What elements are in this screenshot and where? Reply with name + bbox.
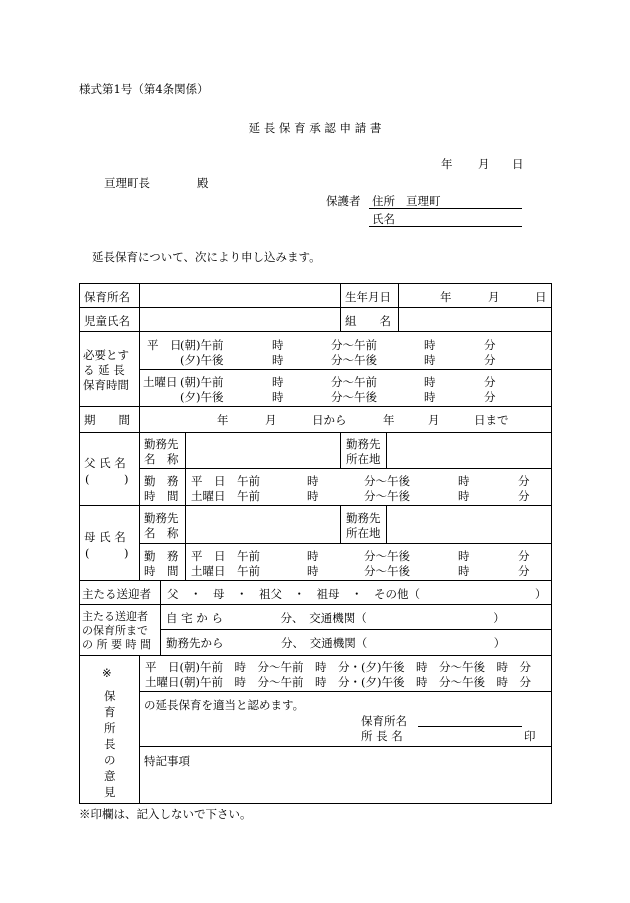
seal-mark: 印: [524, 729, 536, 743]
form-text: (夕)午後: [180, 353, 224, 367]
form-text: 時: [272, 353, 284, 367]
form-text: 時: [424, 338, 436, 352]
escort-label: 主たる送迎者: [82, 587, 151, 601]
form-text: 午前: [237, 549, 260, 563]
form-text: 分: [518, 489, 530, 503]
form-text: 保: [104, 689, 116, 703]
father-paren: ( ): [85, 472, 129, 486]
address-underline: [369, 208, 522, 209]
guardian-label: 保護者: [326, 194, 361, 208]
form-text: 分: [518, 549, 530, 563]
form-text: 分: [484, 390, 496, 404]
form-text: 平 日: [191, 474, 226, 488]
intro-text: 延長保育について、次により申し込みます。: [92, 250, 321, 264]
father-work-hours-1: 勤 務: [144, 474, 179, 488]
mother-work-hours-1: 勤 務: [144, 549, 179, 563]
form-text: 月: [428, 413, 440, 427]
form-text: 時: [307, 474, 319, 488]
form-text: 分～午後: [364, 549, 410, 563]
form-text: 時: [307, 564, 319, 578]
child-label: 児童氏名: [84, 314, 130, 328]
form-text: 土曜日: [143, 375, 178, 389]
director-label: 所 長 名: [361, 729, 403, 743]
date-year: 年: [441, 157, 453, 171]
mother-work-hours-2: 時 間: [144, 564, 179, 578]
form-text: 時: [307, 489, 319, 503]
form-text: 月: [265, 413, 277, 427]
birth-label: 生年月日: [345, 290, 391, 304]
form-text: 時: [272, 390, 284, 404]
form-text: 平 日: [191, 549, 226, 563]
opinion-weekday: 平 日(朝)午前 時 分～午前 時 分・(夕)午後 時 分～午後 時 分: [145, 660, 531, 674]
form-text: 日から: [312, 413, 347, 427]
form-text: 時: [458, 474, 470, 488]
form-number: 様式第1号（第4条関係）: [79, 82, 209, 96]
nursery-name-label: 保育所名: [361, 714, 407, 728]
commute-from-home: 自 宅 か ら 分、 交通機関（ ）: [166, 611, 505, 625]
nursery-label: 保育所名: [84, 290, 130, 304]
form-text: 年: [383, 413, 395, 427]
form-text: 意: [104, 769, 116, 783]
form-text: 分～午後: [364, 489, 410, 503]
period-label: 期 間: [84, 413, 130, 427]
form-text: 育: [104, 705, 116, 719]
form-text: 時: [424, 353, 436, 367]
guardian-name-label: 氏名: [372, 212, 395, 226]
escort-options: 父 ・ 母 ・ 祖父 ・ 祖母 ・ その他（ ）: [167, 587, 547, 601]
father-work-addr-1: 勤務先: [346, 437, 381, 451]
remarks-label: 特記事項: [144, 754, 190, 768]
mother-work-addr-1: 勤務先: [346, 511, 381, 525]
form-text: (朝)午前: [180, 338, 224, 352]
class-label: 組 名: [345, 314, 391, 328]
form-text: (夕)午後: [180, 390, 224, 404]
form-text: 年: [217, 413, 229, 427]
form-text: 時: [458, 489, 470, 503]
commute-from-work: 勤務先から 分、 交通機関（ ）: [166, 636, 506, 650]
needed-label-2: る 延 長: [83, 363, 125, 377]
commute-label-3: の 所 要 時 間: [82, 638, 151, 651]
form-text: 土曜日: [191, 564, 226, 578]
guardian-address-value: 亘理町: [406, 194, 441, 208]
commute-label-1: 主たる送迎者: [82, 610, 148, 623]
needed-label-1: 必要とす: [83, 348, 129, 362]
form-text: (朝)午前: [180, 375, 224, 389]
form-text: 分: [518, 564, 530, 578]
form-text: 午前: [237, 474, 260, 488]
name-underline: [369, 226, 522, 227]
form-text: 分～午後: [331, 390, 377, 404]
form-text: 時: [458, 564, 470, 578]
form-text: 分: [484, 353, 496, 367]
form-text: の: [104, 753, 116, 767]
form-text: 午前: [237, 489, 260, 503]
mother-label: 母 氏 名: [84, 530, 126, 544]
date-month: 月: [478, 157, 490, 171]
form-text: 分: [484, 375, 496, 389]
form-text: 平 日: [147, 338, 182, 352]
guardian-address-label: 住所: [372, 194, 395, 208]
father-work-hours-2: 時 間: [144, 489, 179, 503]
opinion-saturday: 土曜日(朝)午前 時 分～午前 時 分・(夕)午後 時 分～午後 時 分: [145, 675, 531, 689]
father-work-name-2: 名 称: [144, 452, 179, 466]
commute-label-2: の保育所まで: [82, 624, 148, 637]
form-text: 分: [518, 474, 530, 488]
mother-work-addr-2: 所在地: [346, 526, 381, 540]
mother-work-name-2: 名 称: [144, 526, 179, 540]
mother-paren: ( ): [85, 546, 129, 560]
form-text: 時: [272, 375, 284, 389]
form-text: 分: [484, 338, 496, 352]
needed-label-3: 保育時間: [83, 378, 129, 392]
father-work-name-1: 勤務先: [144, 437, 179, 451]
form-text: 分～午前: [331, 375, 377, 389]
form-text: 午前: [237, 564, 260, 578]
form-text: 時: [424, 375, 436, 389]
form-text: 分～午前: [331, 338, 377, 352]
birth-day: 日: [535, 290, 547, 304]
nursery-name-underline: [418, 726, 522, 727]
form-text: 見: [104, 785, 116, 799]
form-text: 時: [424, 390, 436, 404]
opinion-mark: ※: [102, 666, 112, 680]
page-title: 延 長 保 育 承 認 申 請 書: [248, 121, 382, 135]
approve-text: の延長保育を適当と認めます。: [144, 698, 305, 712]
mother-work-name-1: 勤務先: [144, 511, 179, 525]
birth-month: 月: [488, 290, 500, 304]
addressee-honorific: 殿: [197, 176, 209, 190]
birth-year: 年: [440, 290, 452, 304]
addressee-name: 亘理町長: [104, 176, 150, 190]
form-text: 時: [307, 549, 319, 563]
form-text: 所: [104, 721, 116, 735]
form-text: 土曜日: [191, 489, 226, 503]
form-text: 分～午後: [364, 564, 410, 578]
form-text: 長: [104, 737, 116, 751]
form-text: 分～午後: [364, 474, 410, 488]
form-text: 時: [458, 549, 470, 563]
date-day: 日: [512, 157, 524, 171]
form-text: 時: [272, 338, 284, 352]
footnote: ※印欄は、記入しないで下さい。: [79, 807, 252, 821]
form-text: 分～午後: [331, 353, 377, 367]
father-work-addr-2: 所在地: [346, 452, 381, 466]
father-label: 父 氏 名: [84, 456, 126, 470]
form-text: 日まで: [474, 413, 509, 427]
